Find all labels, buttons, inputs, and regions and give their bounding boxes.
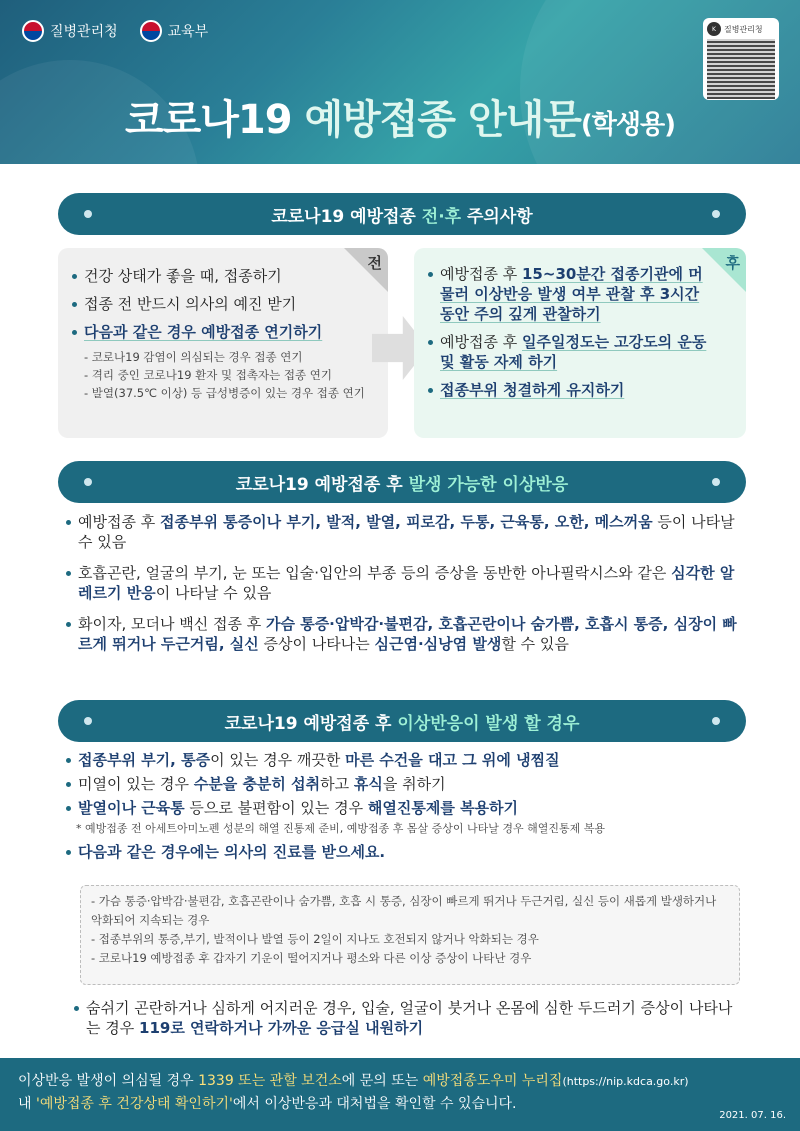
org-name: 질병관리청: [50, 24, 118, 40]
title-sub: (학생용): [580, 110, 676, 140]
sub-item: - 접종부위의 통증,부기, 발적이나 발열 등이 2일이 지나도 호전되지 않거나 악화되는 경우: [91, 932, 539, 946]
title-accent: 예방접종 안내문: [304, 97, 581, 143]
before-label: 전: [367, 254, 382, 272]
list-item: 예방접종 후 일주일정도는 고강도의 운동 및 활동 자제 하기: [426, 332, 712, 372]
org-logos: [22, 20, 208, 42]
list-item: 접종 전 반드시 의사의 예진 받기: [70, 294, 378, 314]
taegeuk-icon: [140, 20, 162, 42]
bullet-dot: [84, 478, 92, 486]
response-section: [64, 750, 744, 862]
moe-logo: [140, 20, 209, 42]
bullet-dot: [712, 210, 720, 218]
after-box: [414, 248, 746, 438]
bullet-dot: [712, 717, 720, 725]
sub-item: - 코로나19 예방접종 후 갑자기 기운이 떨어지거나 평소와 다른 이상 증상이 나타난 경우: [91, 951, 532, 965]
list-item: 미열이 있는 경우 수분을 충분히 섭취하고 휴식을 취하기: [64, 774, 744, 794]
header-banner: [0, 0, 800, 164]
qr-code[interactable]: [703, 18, 779, 100]
section-title-side-effects: 코로나19 예방접종 후 발생 가능한 이상반응: [58, 461, 746, 503]
section-title-precautions: 코로나19 예방접종 전·후 주의사항: [58, 193, 746, 235]
after-label: 후: [725, 254, 740, 272]
medication-note: * 예방접종 전 아세트아미노펜 성분의 해열 진통제 준비, 예방접종 후 몸살 증상이 나타날 경우 해열진통제 복용: [76, 822, 605, 835]
page-title: [0, 88, 800, 145]
list-item: 다음과 같은 경우 예방접종 연기하기: [70, 322, 378, 342]
doctor-visit-box: [80, 885, 740, 985]
section-title-response: 코로나19 예방접종 후 이상반응이 발생 할 경우: [58, 700, 746, 742]
list-item: 호흡곤란, 얼굴의 부기, 눈 또는 입술·입안의 부종 등의 증상을 동반한 아나필락시스와 같은 심각한 알레르기 반응이 나타날 수 있음: [64, 563, 744, 603]
list-item: 숨쉬기 곤란하거나 심하게 어지러운 경우, 입술, 얼굴이 붓거나 온몸에 심한 두드러기 증상이 나타나는 경우 119로 연락하거나 가까운 응급실 내원하기: [72, 998, 744, 1038]
sub-item: - 코로나19 감염이 의심되는 경우 접종 연기: [84, 350, 303, 364]
list-item: 접종부위 청결하게 유지하기: [426, 380, 712, 400]
list-item: 건강 상태가 좋을 때, 접종하기: [70, 266, 378, 286]
qr-pattern: [707, 39, 775, 99]
bullet-dot: [84, 717, 92, 725]
list-item: 다음과 같은 경우에는 의사의 진료를 받으세요.: [64, 842, 744, 862]
sub-item: - 가슴 통증·압박감·불편감, 호흡곤란이나 숨가쁨, 호흡 시 통증, 심장이 빠르게 뛰거나 두근거림, 실신 등이 새롭게 발생하거나 악화되어 지속되는 경우: [91, 894, 717, 927]
footer-line-2: 내 '예방접종 후 건강상태 확인하기'에서 이상반응과 대처법을 확인할 수 있습니다.: [18, 1096, 517, 1112]
list-item: 화이자, 모더나 백신 접종 후 가슴 통증·압박감·불편감, 호흡곤란이나 숨가쁨, 호흡시 통증, 심장이 빠르게 뛰거나 두근거림, 실신 증상이 나타나는 심근염·심낭염 발생할 수 있음: [64, 614, 744, 654]
kdca-logo: [22, 20, 118, 42]
qr-label: 질병관리청: [724, 24, 763, 34]
list-item: 예방접종 후 15~30분간 접종기관에 머물러 이상반응 발생 여부 관찰 후 3시간 동안 주의 깊게 관찰하기: [426, 264, 712, 324]
list-item: 발열이나 근육통 등으로 불편함이 있는 경우 해열진통제를 복용하기: [64, 798, 744, 818]
footer: [0, 1058, 800, 1131]
sub-item: - 발열(37.5℃ 이상) 등 급성병증이 있는 경우 접종 연기: [84, 386, 365, 400]
emergency-list: [72, 998, 744, 1038]
sub-item: - 격리 중인 코로나19 환자 및 접촉자는 접종 연기: [84, 368, 332, 382]
list-item: 예방접종 후 접종부위 통증이나 부기, 발적, 발열, 피로감, 두통, 근육통, 오한, 메스꺼움 등이 나타날 수 있음: [64, 512, 744, 552]
nip-link[interactable]: (https://nip.kdca.go.kr): [562, 1075, 689, 1088]
title-main: 코로나19: [124, 97, 292, 143]
footer-line-1: 이상반응 발생이 의심될 경우 1339 또는 관할 보건소에 문의 또는 예방접종도우미 누리집(https://nip.kdca.go.kr): [18, 1073, 689, 1089]
org-name: 교육부: [167, 24, 209, 40]
before-box: [58, 248, 388, 438]
bullet-dot: [84, 210, 92, 218]
list-item: 접종부위 부기, 통증이 있는 경우 깨끗한 마른 수건을 대고 그 위에 냉찜질: [64, 750, 744, 770]
side-effects-list: [64, 512, 744, 665]
kdca-badge-icon: K: [707, 22, 721, 36]
taegeuk-icon: [22, 20, 44, 42]
publish-date: 2021. 07. 16.: [719, 1110, 786, 1121]
bullet-dot: [712, 478, 720, 486]
